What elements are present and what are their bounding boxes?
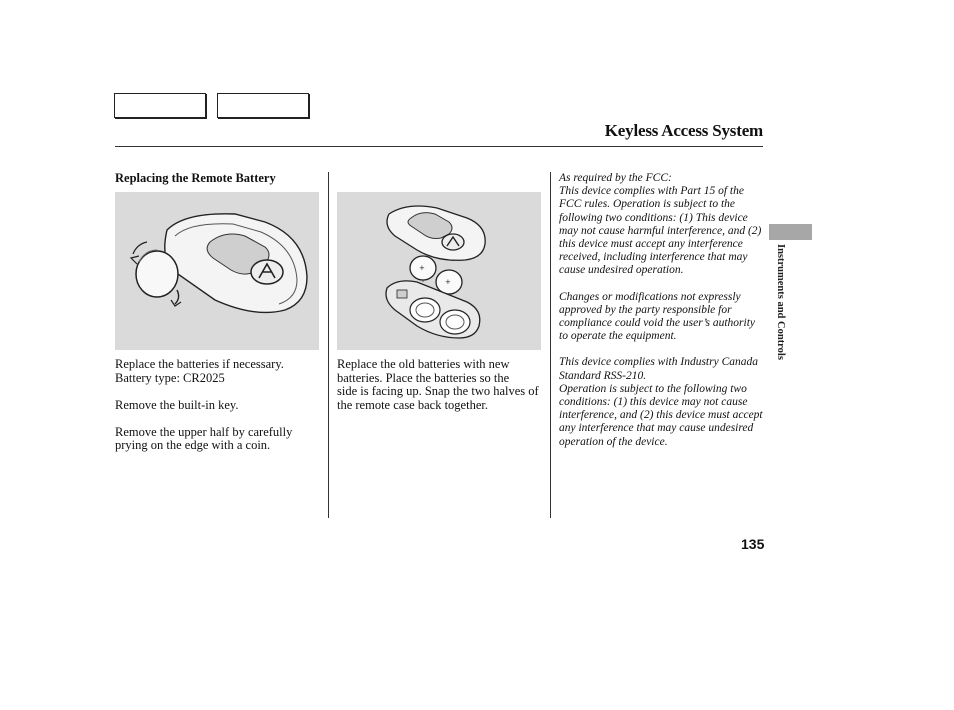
fcc-heading: As required by the FCC: (559, 172, 672, 184)
section-tab-label: Instruments and Controls (775, 244, 786, 360)
remove-upper-half-paragraph: Remove the upper half by carefully prying on the edge with a coin. (115, 424, 293, 452)
remote-coin-figure (115, 192, 319, 350)
section-heading: Replacing the Remote Battery (115, 171, 276, 185)
svg-text:+: + (419, 264, 425, 272)
remote-open-battery-icon (337, 192, 541, 350)
column-divider-1 (328, 172, 329, 518)
page-number: 135 (741, 536, 765, 552)
changes-text: Changes or modifications not expressly approved by the party responsible for compliance could void the user’s authority to operate the equipment. (559, 290, 755, 343)
replace-batteries-paragraph: Replace the old batteries with new batteries. Place the batteries so the side is facing up. Snap the two halves of the remote case back together. (337, 357, 542, 412)
column-divider-2 (550, 172, 551, 518)
battery-replace-paragraph: Replace the batteries if necessary. Battery type: CR2025 (115, 357, 284, 385)
industry-canada-text: This device complies with Industry Canada Standard RSS-210. (559, 356, 758, 382)
section-tab[interactable] (769, 224, 812, 240)
page-title: Keyless Access System (604, 121, 763, 140)
column-3-text (559, 172, 765, 449)
svg-text:+: + (445, 278, 451, 286)
remove-key-paragraph: Remove the built-in key. (115, 397, 239, 412)
header-rule (115, 146, 763, 147)
remote-coin-pry-icon (115, 192, 319, 350)
operation-text: Operation is subject to the following two conditions: (1) this device may not cause interference, and (2) this device must accept any interference that may cause undesired operation of the device. (559, 382, 763, 448)
nav-button-2[interactable] (217, 93, 309, 118)
column-2-text (337, 358, 542, 412)
fcc-text: This device complies with Part 15 of the FCC rules. Operation is subject to the following two conditions: (1) This device may not cause harmful interference, and (2) this device must accept any interference received, including interference that may cause undesired operation. (559, 185, 762, 277)
remote-battery-figure (337, 192, 541, 350)
column-1-text (115, 358, 320, 453)
nav-button-1[interactable] (114, 93, 206, 118)
